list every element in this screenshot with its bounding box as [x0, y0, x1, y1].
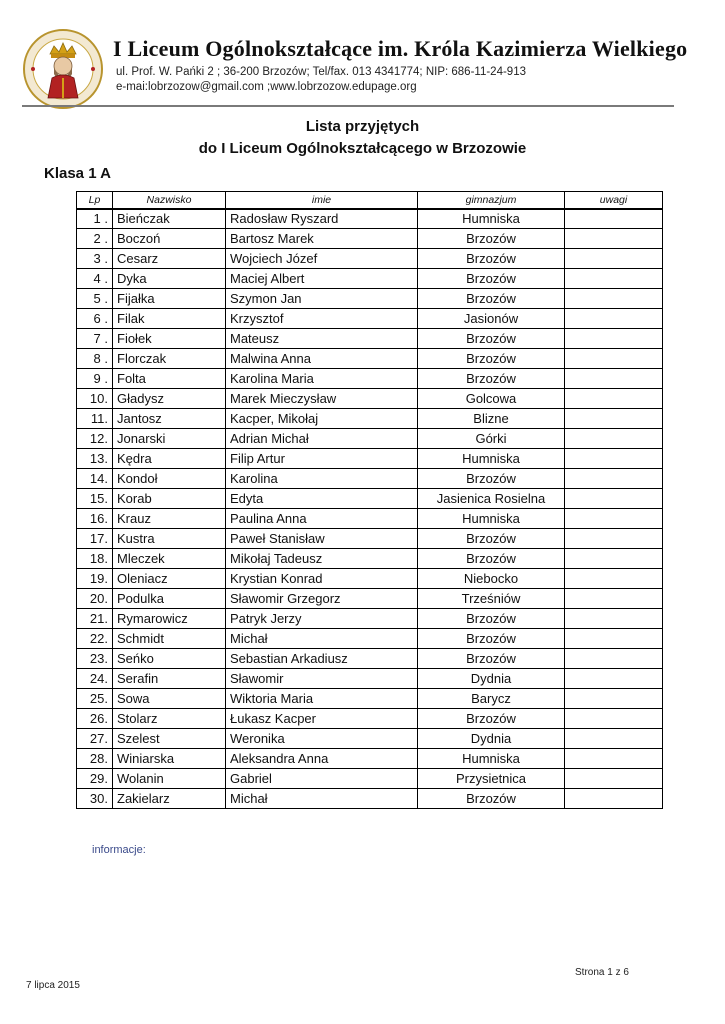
table-row [77, 269, 663, 289]
table-row [77, 409, 663, 429]
cell-uwagi [565, 529, 663, 549]
cell-imie: Malwina Anna [226, 349, 418, 369]
table-row [77, 749, 663, 769]
table-row [77, 689, 663, 709]
cell-lp: 18. [77, 549, 113, 569]
cell-uwagi [565, 469, 663, 489]
cell-lp: 22. [77, 629, 113, 649]
cell-imie: Edyta [226, 489, 418, 509]
table-row [77, 309, 663, 329]
cell-nazwisko: Boczoń [113, 229, 226, 249]
table-row [77, 389, 663, 409]
column-header-gimnazjum: gimnazjum [418, 192, 565, 209]
table-row [77, 549, 663, 569]
cell-lp: 29. [77, 769, 113, 789]
cell-nazwisko: Szelest [113, 729, 226, 749]
cell-nazwisko: Mleczek [113, 549, 226, 569]
cell-uwagi [565, 749, 663, 769]
cell-lp: 16. [77, 509, 113, 529]
cell-uwagi [565, 389, 663, 409]
cell-gimnazjum: Brzozów [418, 329, 565, 349]
cell-gimnazjum: Niebocko [418, 569, 565, 589]
table-row [77, 649, 663, 669]
cell-uwagi [565, 349, 663, 369]
cell-gimnazjum: Brzozów [418, 289, 565, 309]
table-row [77, 609, 663, 629]
cell-nazwisko: Bieńczak [113, 209, 226, 229]
table-row [77, 349, 663, 369]
cell-gimnazjum: Brzozów [418, 609, 565, 629]
cell-nazwisko: Rymarowicz [113, 609, 226, 629]
cell-lp: 19. [77, 569, 113, 589]
cell-uwagi [565, 589, 663, 609]
column-header-uwagi: uwagi [565, 192, 663, 209]
cell-imie: Michał [226, 789, 418, 809]
cell-uwagi [565, 629, 663, 649]
cell-lp: 27. [77, 729, 113, 749]
cell-uwagi [565, 709, 663, 729]
table-header-row [77, 192, 663, 209]
cell-gimnazjum: Brzozów [418, 789, 565, 809]
cell-gimnazjum: Brzozów [418, 649, 565, 669]
cell-nazwisko: Cesarz [113, 249, 226, 269]
cell-imie: Bartosz Marek [226, 229, 418, 249]
cell-imie: Sebastian Arkadiusz [226, 649, 418, 669]
cell-gimnazjum: Brzozów [418, 709, 565, 729]
cell-gimnazjum: Jasionów [418, 309, 565, 329]
cell-gimnazjum: Brzozów [418, 549, 565, 569]
cell-uwagi [565, 689, 663, 709]
cell-imie: Michał [226, 629, 418, 649]
column-header-nazwisko: Nazwisko [113, 192, 226, 209]
cell-uwagi [565, 309, 663, 329]
cell-nazwisko: Sowa [113, 689, 226, 709]
cell-lp: 24. [77, 669, 113, 689]
cell-imie: Krystian Konrad [226, 569, 418, 589]
cell-gimnazjum: Brzozów [418, 629, 565, 649]
table-row [77, 789, 663, 809]
document-date: 7 lipca 2015 [26, 980, 80, 991]
admitted-students-table [76, 191, 663, 809]
table-row [77, 289, 663, 309]
cell-uwagi [565, 449, 663, 469]
school-name: I Liceum Ogólnokształcące im. Króla Kazimierza Wielkiego [113, 36, 688, 61]
cell-gimnazjum: Brzozów [418, 229, 565, 249]
cell-imie: Karolina Maria [226, 369, 418, 389]
table-row [77, 329, 663, 349]
school-contact: e-mai:lobrzozow@gmail.com ;www.lobrzozow.edupage.org [116, 81, 417, 93]
cell-gimnazjum: Brzozów [418, 369, 565, 389]
school-crest-king-icon [22, 28, 104, 110]
cell-uwagi [565, 249, 663, 269]
cell-gimnazjum: Trześniów [418, 589, 565, 609]
cell-imie: Gabriel [226, 769, 418, 789]
table-row [77, 769, 663, 789]
cell-uwagi [565, 489, 663, 509]
cell-lp: 17. [77, 529, 113, 549]
header-divider [22, 105, 674, 107]
cell-lp: 25. [77, 689, 113, 709]
cell-lp: 4 . [77, 269, 113, 289]
info-label: informacje: [92, 844, 146, 856]
cell-nazwisko: Jantosz [113, 409, 226, 429]
cell-gimnazjum: Górki [418, 429, 565, 449]
cell-uwagi [565, 269, 663, 289]
cell-lp: 26. [77, 709, 113, 729]
cell-lp: 7 . [77, 329, 113, 349]
cell-uwagi [565, 369, 663, 389]
cell-gimnazjum: Humniska [418, 209, 565, 229]
cell-gimnazjum: Przysietnica [418, 769, 565, 789]
cell-gimnazjum: Dydnia [418, 669, 565, 689]
cell-nazwisko: Schmidt [113, 629, 226, 649]
cell-lp: 20. [77, 589, 113, 609]
cell-nazwisko: Krauz [113, 509, 226, 529]
table-row [77, 449, 663, 469]
table-row [77, 629, 663, 649]
cell-nazwisko: Seńko [113, 649, 226, 669]
cell-uwagi [565, 789, 663, 809]
cell-imie: Sławomir Grzegorz [226, 589, 418, 609]
table-row [77, 589, 663, 609]
cell-gimnazjum: Jasienica Rosielna [418, 489, 565, 509]
cell-lp: 8 . [77, 349, 113, 369]
cell-nazwisko: Filak [113, 309, 226, 329]
table-row [77, 569, 663, 589]
cell-imie: Adrian Michał [226, 429, 418, 449]
cell-nazwisko: Kondoł [113, 469, 226, 489]
cell-imie: Patryk Jerzy [226, 609, 418, 629]
cell-nazwisko: Podulka [113, 589, 226, 609]
table-row [77, 369, 663, 389]
cell-uwagi [565, 209, 663, 229]
document-subtitle: do I Liceum Ogólnokształcącego w Brzozowie [198, 140, 527, 157]
cell-imie: Kacper, Mikołaj [226, 409, 418, 429]
cell-imie: Weronika [226, 729, 418, 749]
cell-uwagi [565, 609, 663, 629]
table-row [77, 729, 663, 749]
cell-lp: 11. [77, 409, 113, 429]
cell-gimnazjum: Dydnia [418, 729, 565, 749]
cell-nazwisko: Wolanin [113, 769, 226, 789]
cell-imie: Karolina [226, 469, 418, 489]
cell-gimnazjum: Brzozów [418, 269, 565, 289]
cell-imie: Radosław Ryszard [226, 209, 418, 229]
cell-uwagi [565, 329, 663, 349]
table-row [77, 529, 663, 549]
table-row [77, 249, 663, 269]
cell-uwagi [565, 229, 663, 249]
cell-uwagi [565, 509, 663, 529]
cell-gimnazjum: Barycz [418, 689, 565, 709]
cell-lp: 12. [77, 429, 113, 449]
cell-imie: Aleksandra Anna [226, 749, 418, 769]
cell-lp: 3 . [77, 249, 113, 269]
cell-lp: 21. [77, 609, 113, 629]
column-header-lp: Lp [77, 192, 113, 209]
table-row [77, 209, 663, 229]
table-row [77, 509, 663, 529]
cell-nazwisko: Kędra [113, 449, 226, 469]
cell-nazwisko: Folta [113, 369, 226, 389]
cell-imie: Filip Artur [226, 449, 418, 469]
cell-imie: Mikołaj Tadeusz [226, 549, 418, 569]
cell-uwagi [565, 549, 663, 569]
cell-uwagi [565, 429, 663, 449]
cell-uwagi [565, 569, 663, 589]
cell-nazwisko: Kustra [113, 529, 226, 549]
cell-uwagi [565, 769, 663, 789]
cell-lp: 30. [77, 789, 113, 809]
cell-lp: 28. [77, 749, 113, 769]
cell-imie: Paulina Anna [226, 509, 418, 529]
cell-imie: Wiktoria Maria [226, 689, 418, 709]
column-header-imie: imie [226, 192, 418, 209]
cell-nazwisko: Fijałka [113, 289, 226, 309]
cell-uwagi [565, 409, 663, 429]
cell-lp: 10. [77, 389, 113, 409]
cell-uwagi [565, 649, 663, 669]
table-row [77, 469, 663, 489]
cell-lp: 23. [77, 649, 113, 669]
cell-lp: 2 . [77, 229, 113, 249]
cell-imie: Szymon Jan [226, 289, 418, 309]
cell-gimnazjum: Brzozów [418, 469, 565, 489]
cell-imie: Marek Mieczysław [226, 389, 418, 409]
cell-imie: Mateusz [226, 329, 418, 349]
cell-lp: 14. [77, 469, 113, 489]
cell-nazwisko: Serafin [113, 669, 226, 689]
cell-imie: Wojciech Józef [226, 249, 418, 269]
class-label: Klasa 1 A [44, 165, 111, 182]
cell-uwagi [565, 669, 663, 689]
cell-gimnazjum: Humniska [418, 449, 565, 469]
table-row [77, 669, 663, 689]
cell-nazwisko: Fiołek [113, 329, 226, 349]
cell-lp: 9 . [77, 369, 113, 389]
cell-nazwisko: Oleniacz [113, 569, 226, 589]
cell-gimnazjum: Brzozów [418, 349, 565, 369]
cell-lp: 15. [77, 489, 113, 509]
cell-nazwisko: Winiarska [113, 749, 226, 769]
cell-imie: Maciej Albert [226, 269, 418, 289]
cell-nazwisko: Jonarski [113, 429, 226, 449]
cell-gimnazjum: Brzozów [418, 249, 565, 269]
cell-nazwisko: Korab [113, 489, 226, 509]
cell-imie: Łukasz Kacper [226, 709, 418, 729]
cell-imie: Sławomir [226, 669, 418, 689]
cell-gimnazjum: Humniska [418, 749, 565, 769]
cell-gimnazjum: Humniska [418, 509, 565, 529]
table-row [77, 429, 663, 449]
cell-nazwisko: Stolarz [113, 709, 226, 729]
cell-nazwisko: Zakielarz [113, 789, 226, 809]
table-row [77, 709, 663, 729]
document-title: Lista przyjętych [305, 118, 420, 135]
cell-nazwisko: Gładysz [113, 389, 226, 409]
cell-uwagi [565, 729, 663, 749]
cell-nazwisko: Dyka [113, 269, 226, 289]
cell-gimnazjum: Blizne [418, 409, 565, 429]
cell-lp: 6 . [77, 309, 113, 329]
cell-lp: 1 . [77, 209, 113, 229]
table-row [77, 229, 663, 249]
table-row [77, 489, 663, 509]
school-address: ul. Prof. W. Pańki 2 ; 36-200 Brzozów; Tel/fax. 013 4341774; NIP: 686-11-24-913 [116, 66, 526, 78]
cell-imie: Krzysztof [226, 309, 418, 329]
cell-lp: 13. [77, 449, 113, 469]
cell-nazwisko: Florczak [113, 349, 226, 369]
cell-uwagi [565, 289, 663, 309]
cell-gimnazjum: Brzozów [418, 529, 565, 549]
cell-lp: 5 . [77, 289, 113, 309]
cell-imie: Paweł Stanisław [226, 529, 418, 549]
page-number: Strona 1 z 6 [575, 967, 629, 978]
cell-gimnazjum: Golcowa [418, 389, 565, 409]
